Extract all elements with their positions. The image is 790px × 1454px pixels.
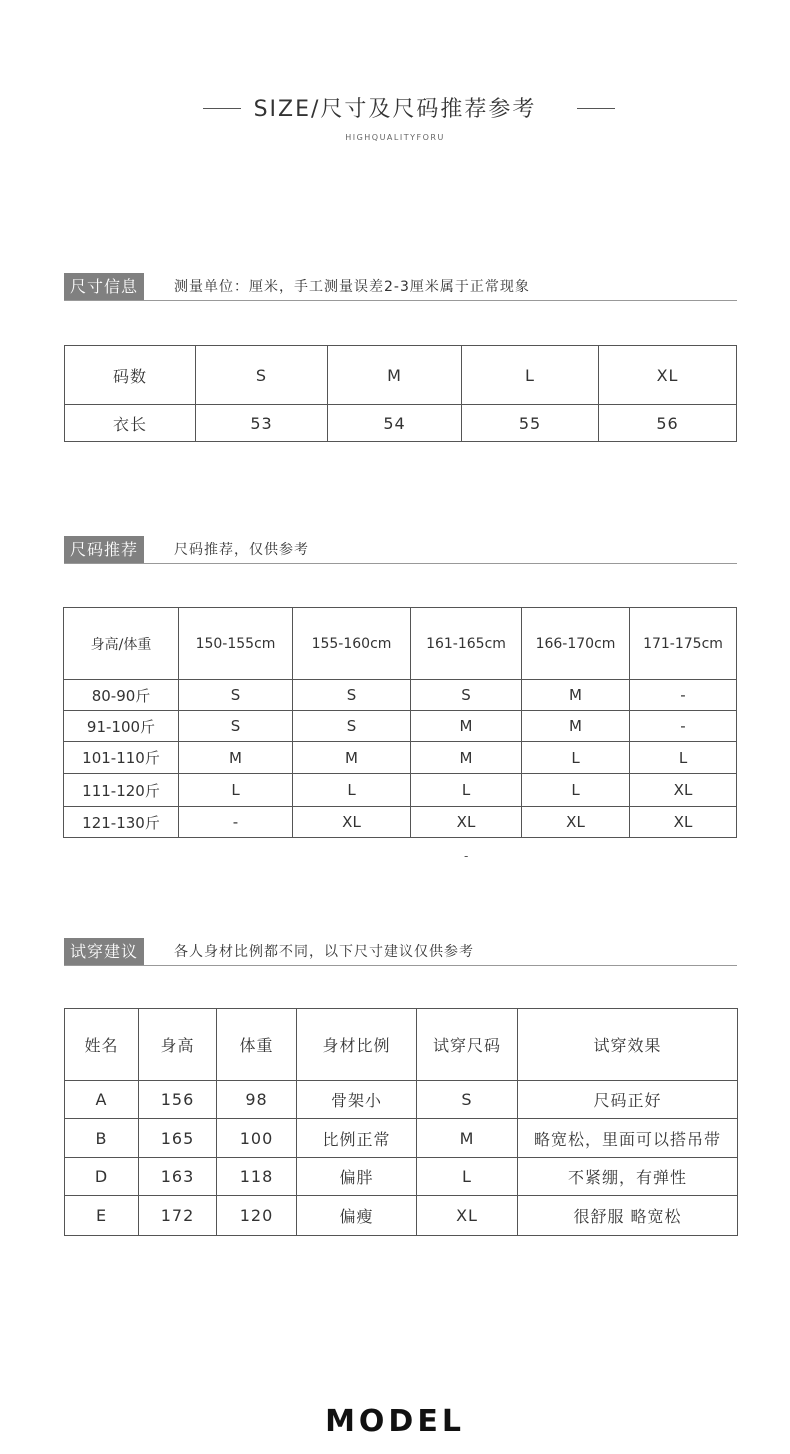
table-cell: 试穿尺码 xyxy=(417,1009,518,1081)
table-cell: 121-130斤 xyxy=(64,807,179,838)
table-cell: 118 xyxy=(217,1158,297,1196)
size-info-table xyxy=(64,345,737,442)
section-try-on-header xyxy=(64,938,737,966)
table-cell: 码数 xyxy=(65,346,196,405)
model-heading: MODEL xyxy=(325,1404,465,1439)
table-cell: S xyxy=(411,680,522,711)
table-cell: XL xyxy=(630,774,737,807)
table-cell: M xyxy=(411,711,522,742)
table-cell: 161-165cm xyxy=(411,608,522,680)
section-size-recommend-header xyxy=(64,536,737,564)
table-cell: 172 xyxy=(139,1196,217,1236)
table-cell: L xyxy=(462,346,599,405)
table-cell: M xyxy=(522,680,630,711)
table-cell: 很舒服 略宽松 xyxy=(518,1196,738,1236)
table-cell: B xyxy=(65,1119,139,1158)
table-cell: M xyxy=(293,742,411,774)
table-cell: 56 xyxy=(599,405,737,442)
table-cell: 53 xyxy=(196,405,328,442)
table-cell: 80-90斤 xyxy=(64,680,179,711)
table-cell: - xyxy=(630,680,737,711)
section-description: 尺码推荐，仅供参考 xyxy=(174,542,309,558)
table-cell: L xyxy=(522,774,630,807)
table-header-row xyxy=(65,346,737,405)
section-divider xyxy=(64,563,737,564)
table-cell: L xyxy=(411,774,522,807)
section-divider xyxy=(64,300,737,301)
table-cell: E xyxy=(65,1196,139,1236)
table-cell: D xyxy=(65,1158,139,1196)
table-cell: 衣长 xyxy=(65,405,196,442)
table-cell: A xyxy=(65,1081,139,1119)
table-row xyxy=(65,1196,738,1236)
table-cell: 111-120斤 xyxy=(64,774,179,807)
table-row xyxy=(64,711,737,742)
table-cell: 120 xyxy=(217,1196,297,1236)
table-cell: 骨架小 xyxy=(297,1081,417,1119)
table-cell: S xyxy=(293,711,411,742)
table-cell: XL xyxy=(522,807,630,838)
table-cell: 156 xyxy=(139,1081,217,1119)
table-row xyxy=(65,1119,738,1158)
table-row xyxy=(64,742,737,774)
table-cell: 略宽松，里面可以搭吊带 xyxy=(518,1119,738,1158)
section-divider xyxy=(64,965,737,966)
table-cell: 身高/体重 xyxy=(64,608,179,680)
table-cell: 不紧绷，有弹性 xyxy=(518,1158,738,1196)
table-header-row xyxy=(64,608,737,680)
table-cell: 比例正常 xyxy=(297,1119,417,1158)
table-cell: 偏胖 xyxy=(297,1158,417,1196)
table-row xyxy=(65,1158,738,1196)
section-tag: 尺寸信息 xyxy=(64,273,144,301)
table-cell: 91-100斤 xyxy=(64,711,179,742)
size-recommend-table xyxy=(63,607,737,838)
table-cell: M xyxy=(179,742,293,774)
page-subtitle: HIGHQUALITYFORU xyxy=(345,133,445,142)
try-on-table xyxy=(64,1008,738,1236)
header-right-rule xyxy=(577,108,615,109)
section-tag: 尺码推荐 xyxy=(64,536,144,564)
table-cell: XL xyxy=(630,807,737,838)
table-cell: M xyxy=(522,711,630,742)
table-cell: S xyxy=(417,1081,518,1119)
table-cell: L xyxy=(293,774,411,807)
table-cell: 163 xyxy=(139,1158,217,1196)
table-cell: M xyxy=(328,346,462,405)
table-cell: - xyxy=(179,807,293,838)
try-on-body xyxy=(65,1009,738,1236)
table-cell: 偏瘦 xyxy=(297,1196,417,1236)
table-cell: XL xyxy=(599,346,737,405)
stray-mark: - xyxy=(464,849,469,863)
table-cell: L xyxy=(179,774,293,807)
table-header-row xyxy=(65,1009,738,1081)
section-tag: 试穿建议 xyxy=(64,938,144,966)
table-row xyxy=(64,774,737,807)
table-cell: L xyxy=(522,742,630,774)
table-cell: S xyxy=(196,346,328,405)
table-cell: M xyxy=(417,1119,518,1158)
table-cell: 试穿效果 xyxy=(518,1009,738,1081)
table-cell: S xyxy=(293,680,411,711)
page-title: SIZE/尺寸及尺码推荐参考 xyxy=(253,97,537,122)
section-description: 测量单位：厘米，手工测量误差2-3厘米属于正常现象 xyxy=(174,279,530,295)
table-cell: 166-170cm xyxy=(522,608,630,680)
table-cell: 155-160cm xyxy=(293,608,411,680)
table-cell: 150-155cm xyxy=(179,608,293,680)
table-cell: XL xyxy=(417,1196,518,1236)
table-cell: 55 xyxy=(462,405,599,442)
table-cell: 姓名 xyxy=(65,1009,139,1081)
section-description: 各人身材比例都不同，以下尺寸建议仅供参考 xyxy=(174,944,474,960)
table-cell: 尺码正好 xyxy=(518,1081,738,1119)
table-cell: S xyxy=(179,711,293,742)
table-cell: L xyxy=(630,742,737,774)
size-recommend-body xyxy=(64,608,737,838)
table-cell: S xyxy=(179,680,293,711)
table-cell: XL xyxy=(293,807,411,838)
table-cell: - xyxy=(630,711,737,742)
table-cell: L xyxy=(417,1158,518,1196)
table-cell: 体重 xyxy=(217,1009,297,1081)
table-cell: 171-175cm xyxy=(630,608,737,680)
table-cell: 101-110斤 xyxy=(64,742,179,774)
size-info-body xyxy=(65,346,737,442)
table-cell: 98 xyxy=(217,1081,297,1119)
section-size-info-header xyxy=(64,273,737,301)
table-cell: 100 xyxy=(217,1119,297,1158)
table-cell: XL xyxy=(411,807,522,838)
table-cell: 身高 xyxy=(139,1009,217,1081)
table-cell: 身材比例 xyxy=(297,1009,417,1081)
table-row xyxy=(64,807,737,838)
table-row xyxy=(65,405,737,442)
table-row xyxy=(65,1081,738,1119)
table-cell: M xyxy=(411,742,522,774)
table-row xyxy=(64,680,737,711)
table-cell: 165 xyxy=(139,1119,217,1158)
table-cell: 54 xyxy=(328,405,462,442)
